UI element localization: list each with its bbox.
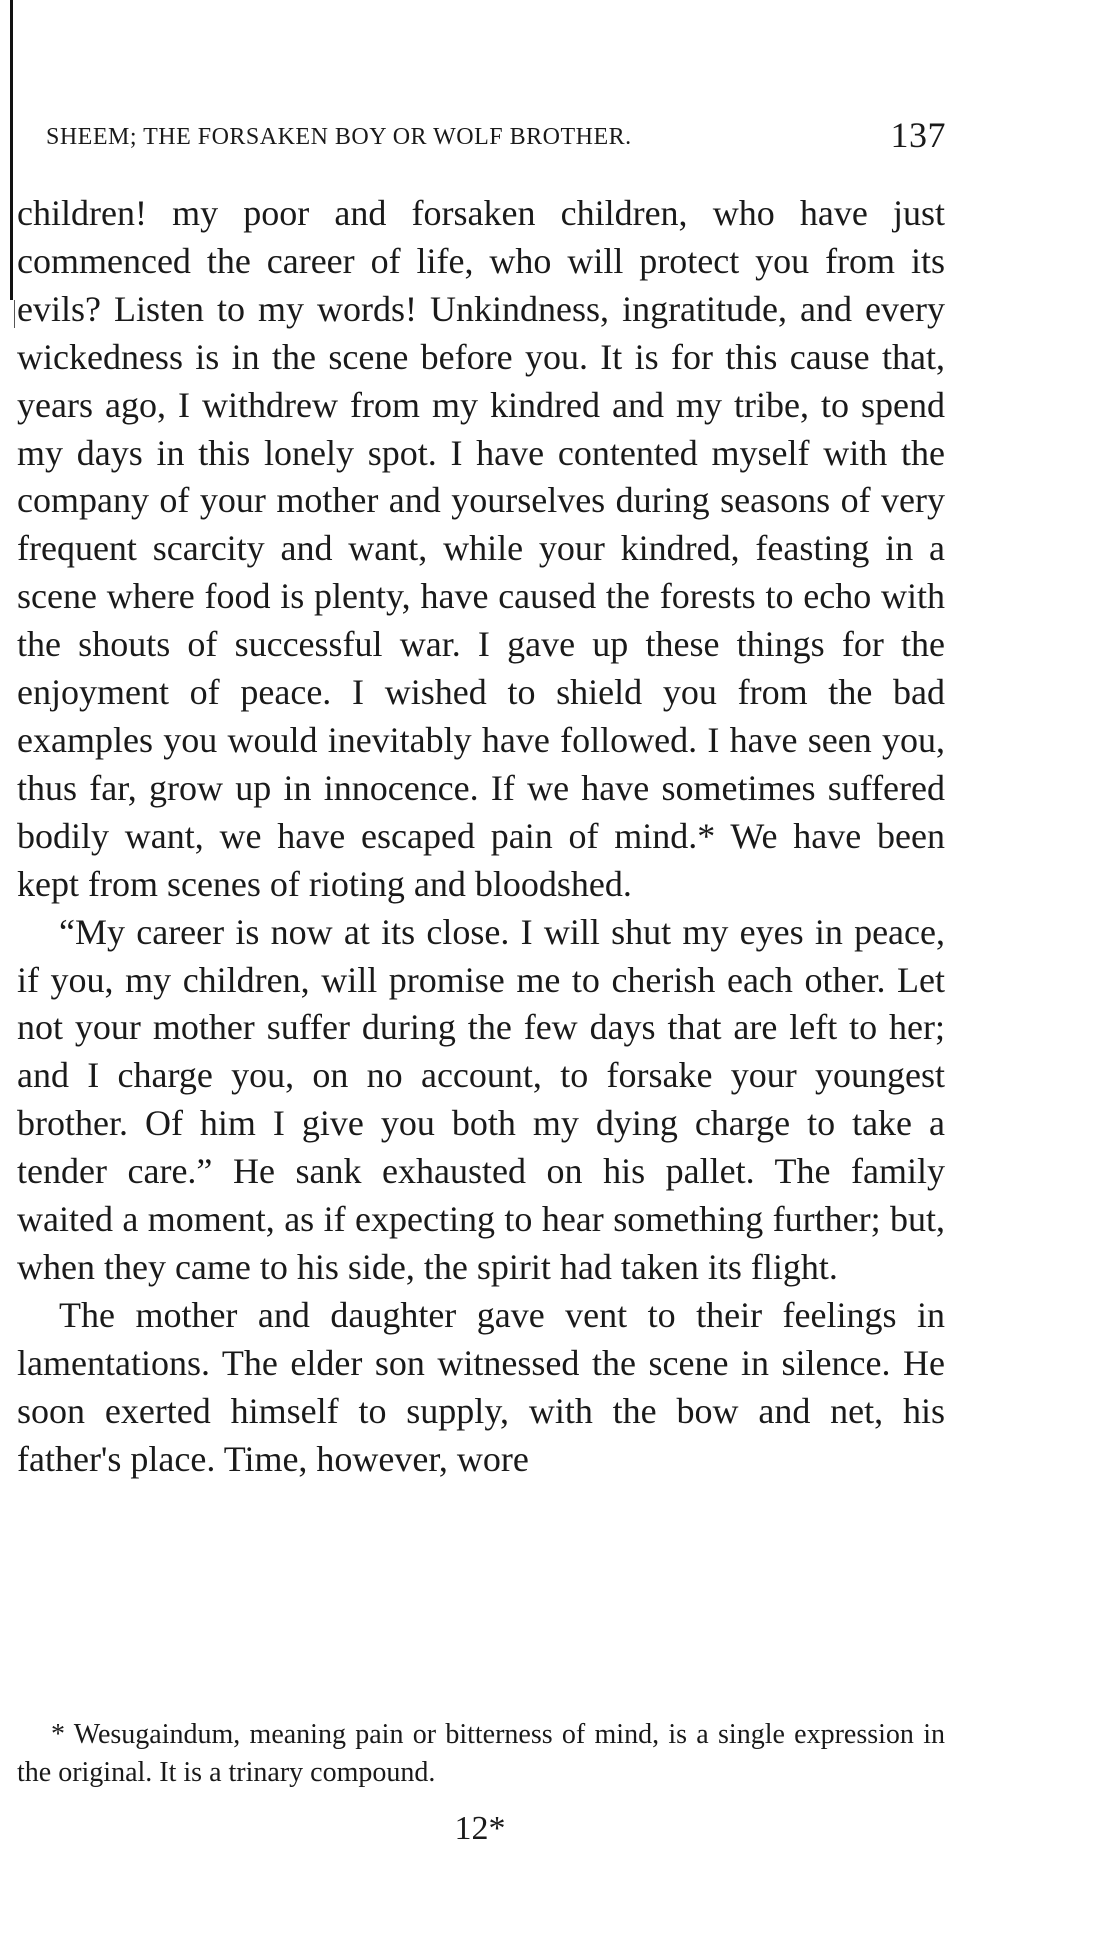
page-number: 137 (890, 115, 946, 155)
footnote (17, 1716, 945, 1792)
running-head (46, 108, 946, 158)
signature-mark: 12* (454, 1810, 506, 1847)
margin-rule (10, 0, 13, 300)
paragraph-continued: children! my poor and forsaken children, who have just commenced the career of life, who will protect you from its evils? Listen to my words! Unkindness, ingratitude, and every wickedness is in the scene before you. It is for this cause that, years ago, I withdrew from my kindred and my tribe, to spend my days in this lonely spot. I have contented myself with the company of your mother and yourselves during seasons of very frequent scarcity and want, while your kindred, feasting in a scene where food is plenty, have caused the forests to echo with the shouts of successful war. I gave up these things for the enjoyment of peace. I wished to shield you from the bad examples you would inevitably have followed. I have seen you, thus far, grow up in innocence. If we have sometimes suffered bodily want, we have escaped pain of mind.* We have been kept from scenes of rioting and bloodshed. (17, 193, 945, 904)
footnote-text: * Wesugaindum, meaning pain or bitterness of mind, is a single expression in the original. It is a trinary compound. (17, 1719, 945, 1788)
margin-rule-tail (14, 300, 15, 328)
paragraph-dying-charge: “My career is now at its close. I will shut my eyes in peace, if you, my children, will promise me to cherish each other. Let not your mother suffer during the few days that are left to her; and I charge you, on no account, to forsake your youngest brother. Of him I give you both my dying charge to take a tender care.” He sank exhausted on his pallet. The family waited a moment, as if expecting to hear something further; but, when they came to his side, the spirit had taken its flight. (17, 911, 945, 1287)
body-text (17, 190, 945, 1483)
running-head-title: SHEEM; THE FORSAKEN BOY OR WOLF BROTHER. (46, 124, 632, 150)
paragraph-lamentations: The mother and daughter gave vent to their feelings in lamentations. The elder son witnessed the scene in silence. He soon exerted himself to supply, with the bow and net, his father's place. Time, however, wore (17, 1294, 945, 1479)
